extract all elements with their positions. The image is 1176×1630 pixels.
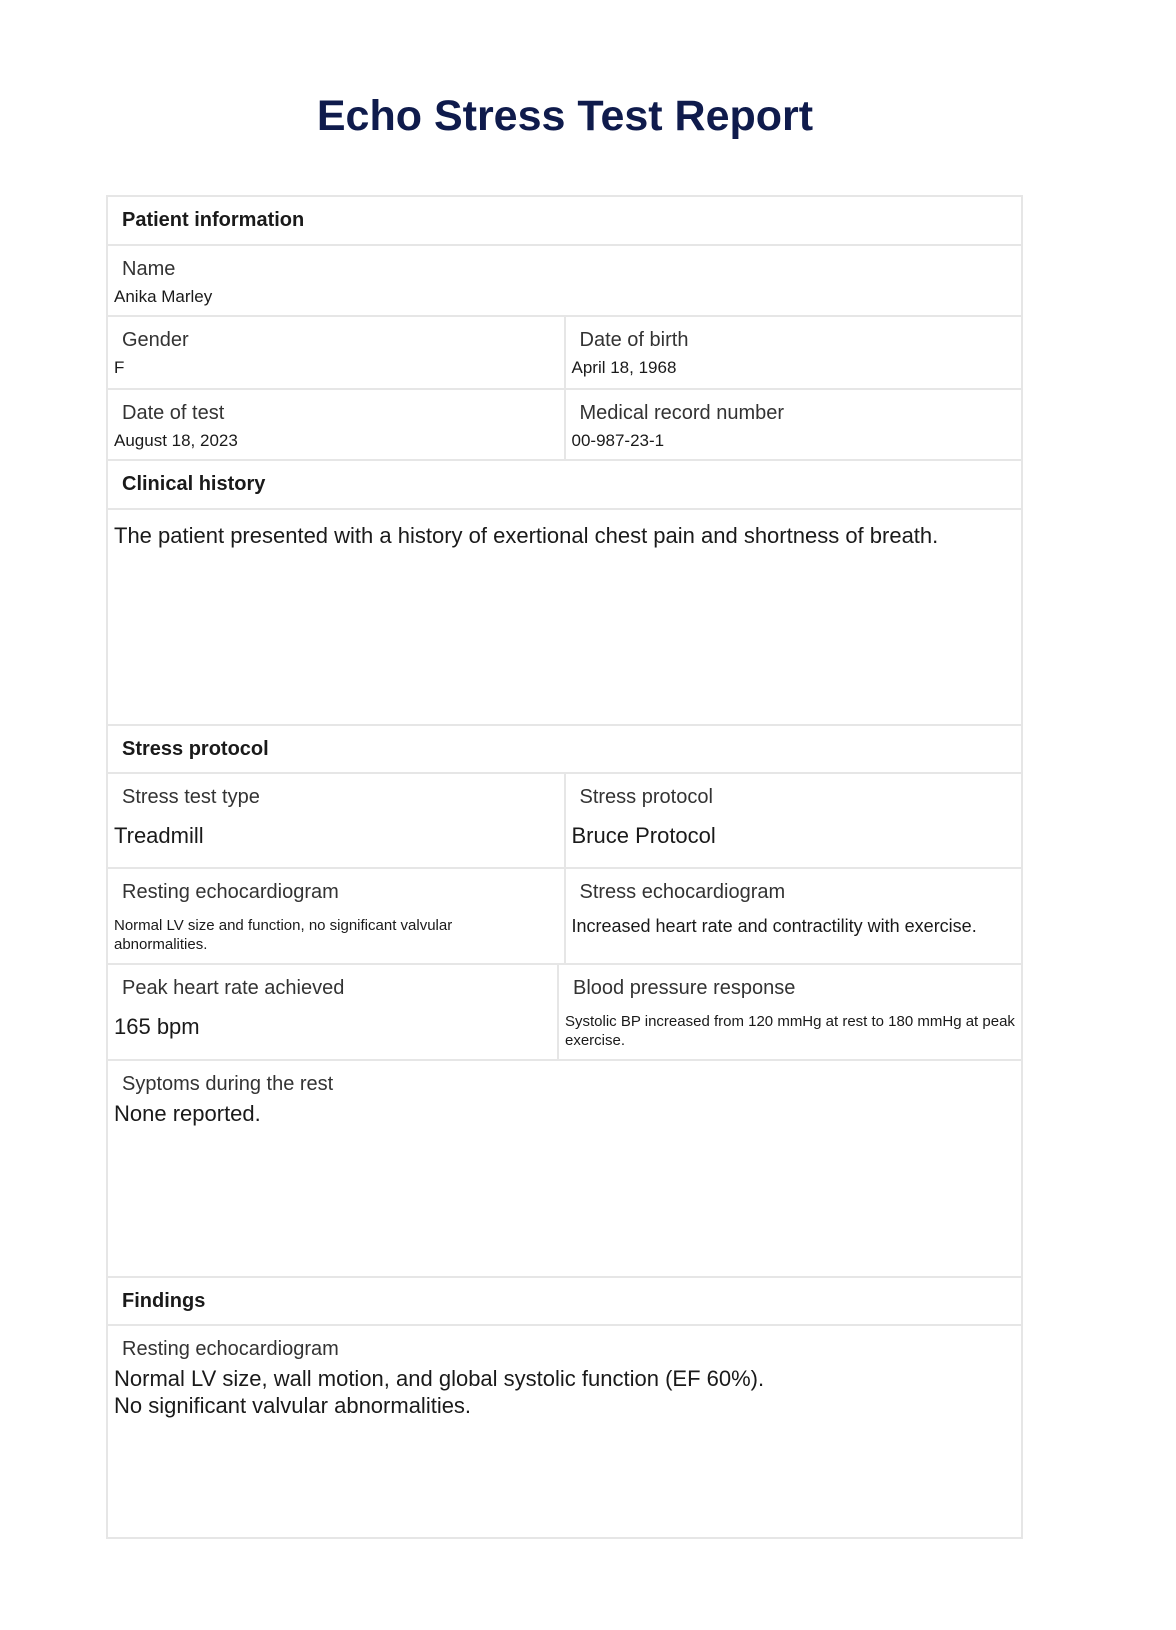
stress-echo-label: Stress echocardiogram [579,881,786,903]
echo-row [108,867,1021,963]
stress-type-label: Stress test type [122,786,260,808]
symptoms-row [108,1059,1021,1276]
clinical-history-text: The patient presented with a history of exertional chest pain and shortness of breath. [114,523,939,548]
stress-echo-value: Increased heart rate and contractility with exercise. [571,916,977,936]
clinical-header-row [108,459,1021,508]
section-header: Findings [122,1290,206,1312]
findings-header-row [108,1276,1021,1324]
findings-line-2: No significant valvular abnormalities. [114,1393,472,1418]
symptoms-value: None reported. [114,1101,261,1126]
mrn-value: 00-987-23-1 [571,431,665,450]
test-date-label: Date of test [122,402,225,424]
gender-label: Gender [122,329,189,351]
section-header: Patient information [122,209,305,231]
name-value: Anika Marley [114,287,213,306]
mrn-label: Medical record number [579,402,785,424]
section-header: Stress protocol [122,738,269,760]
gender-value: F [114,358,125,377]
bp-value: Systolic BP increased from 120 mmHg at rest to 180 mmHg at peak exercise. [565,1013,1015,1049]
gender-dob-row [108,315,1021,388]
protocol-value: Bruce Protocol [571,823,716,848]
name-row [108,244,1021,315]
stress-header-row [108,724,1021,772]
clinical-body-row [108,508,1021,724]
resting-echo-label: Resting echocardiogram [122,881,339,903]
page-title: Echo Stress Test Report [316,92,814,140]
report-table [106,195,1023,1539]
type-protocol-row [108,772,1021,867]
resting-echo-value: Normal LV size and function, no significant valvular abnormalities. [114,917,453,953]
hr-bp-row [108,963,1021,1059]
protocol-label: Stress protocol [579,786,713,808]
findings-resting-label: Resting echocardiogram [122,1338,339,1360]
findings-line-1: Normal LV size, wall motion, and global systolic function (EF 60%). [114,1366,765,1391]
dob-value: April 18, 1968 [571,358,677,377]
name-label: Name [122,258,176,280]
section-header: Clinical history [122,473,266,495]
findings-body-row [108,1324,1021,1537]
symptoms-label: Syptoms during the rest [122,1073,334,1095]
peak-hr-value: 165 bpm [114,1014,200,1039]
test-date-value: August 18, 2023 [114,431,238,450]
dob-label: Date of birth [579,329,689,351]
stress-type-value: Treadmill [114,823,204,848]
bp-label: Blood pressure response [573,977,796,999]
patient-header-row [108,197,1021,244]
test-date-mrn-row [108,388,1021,459]
peak-hr-label: Peak heart rate achieved [122,977,345,999]
